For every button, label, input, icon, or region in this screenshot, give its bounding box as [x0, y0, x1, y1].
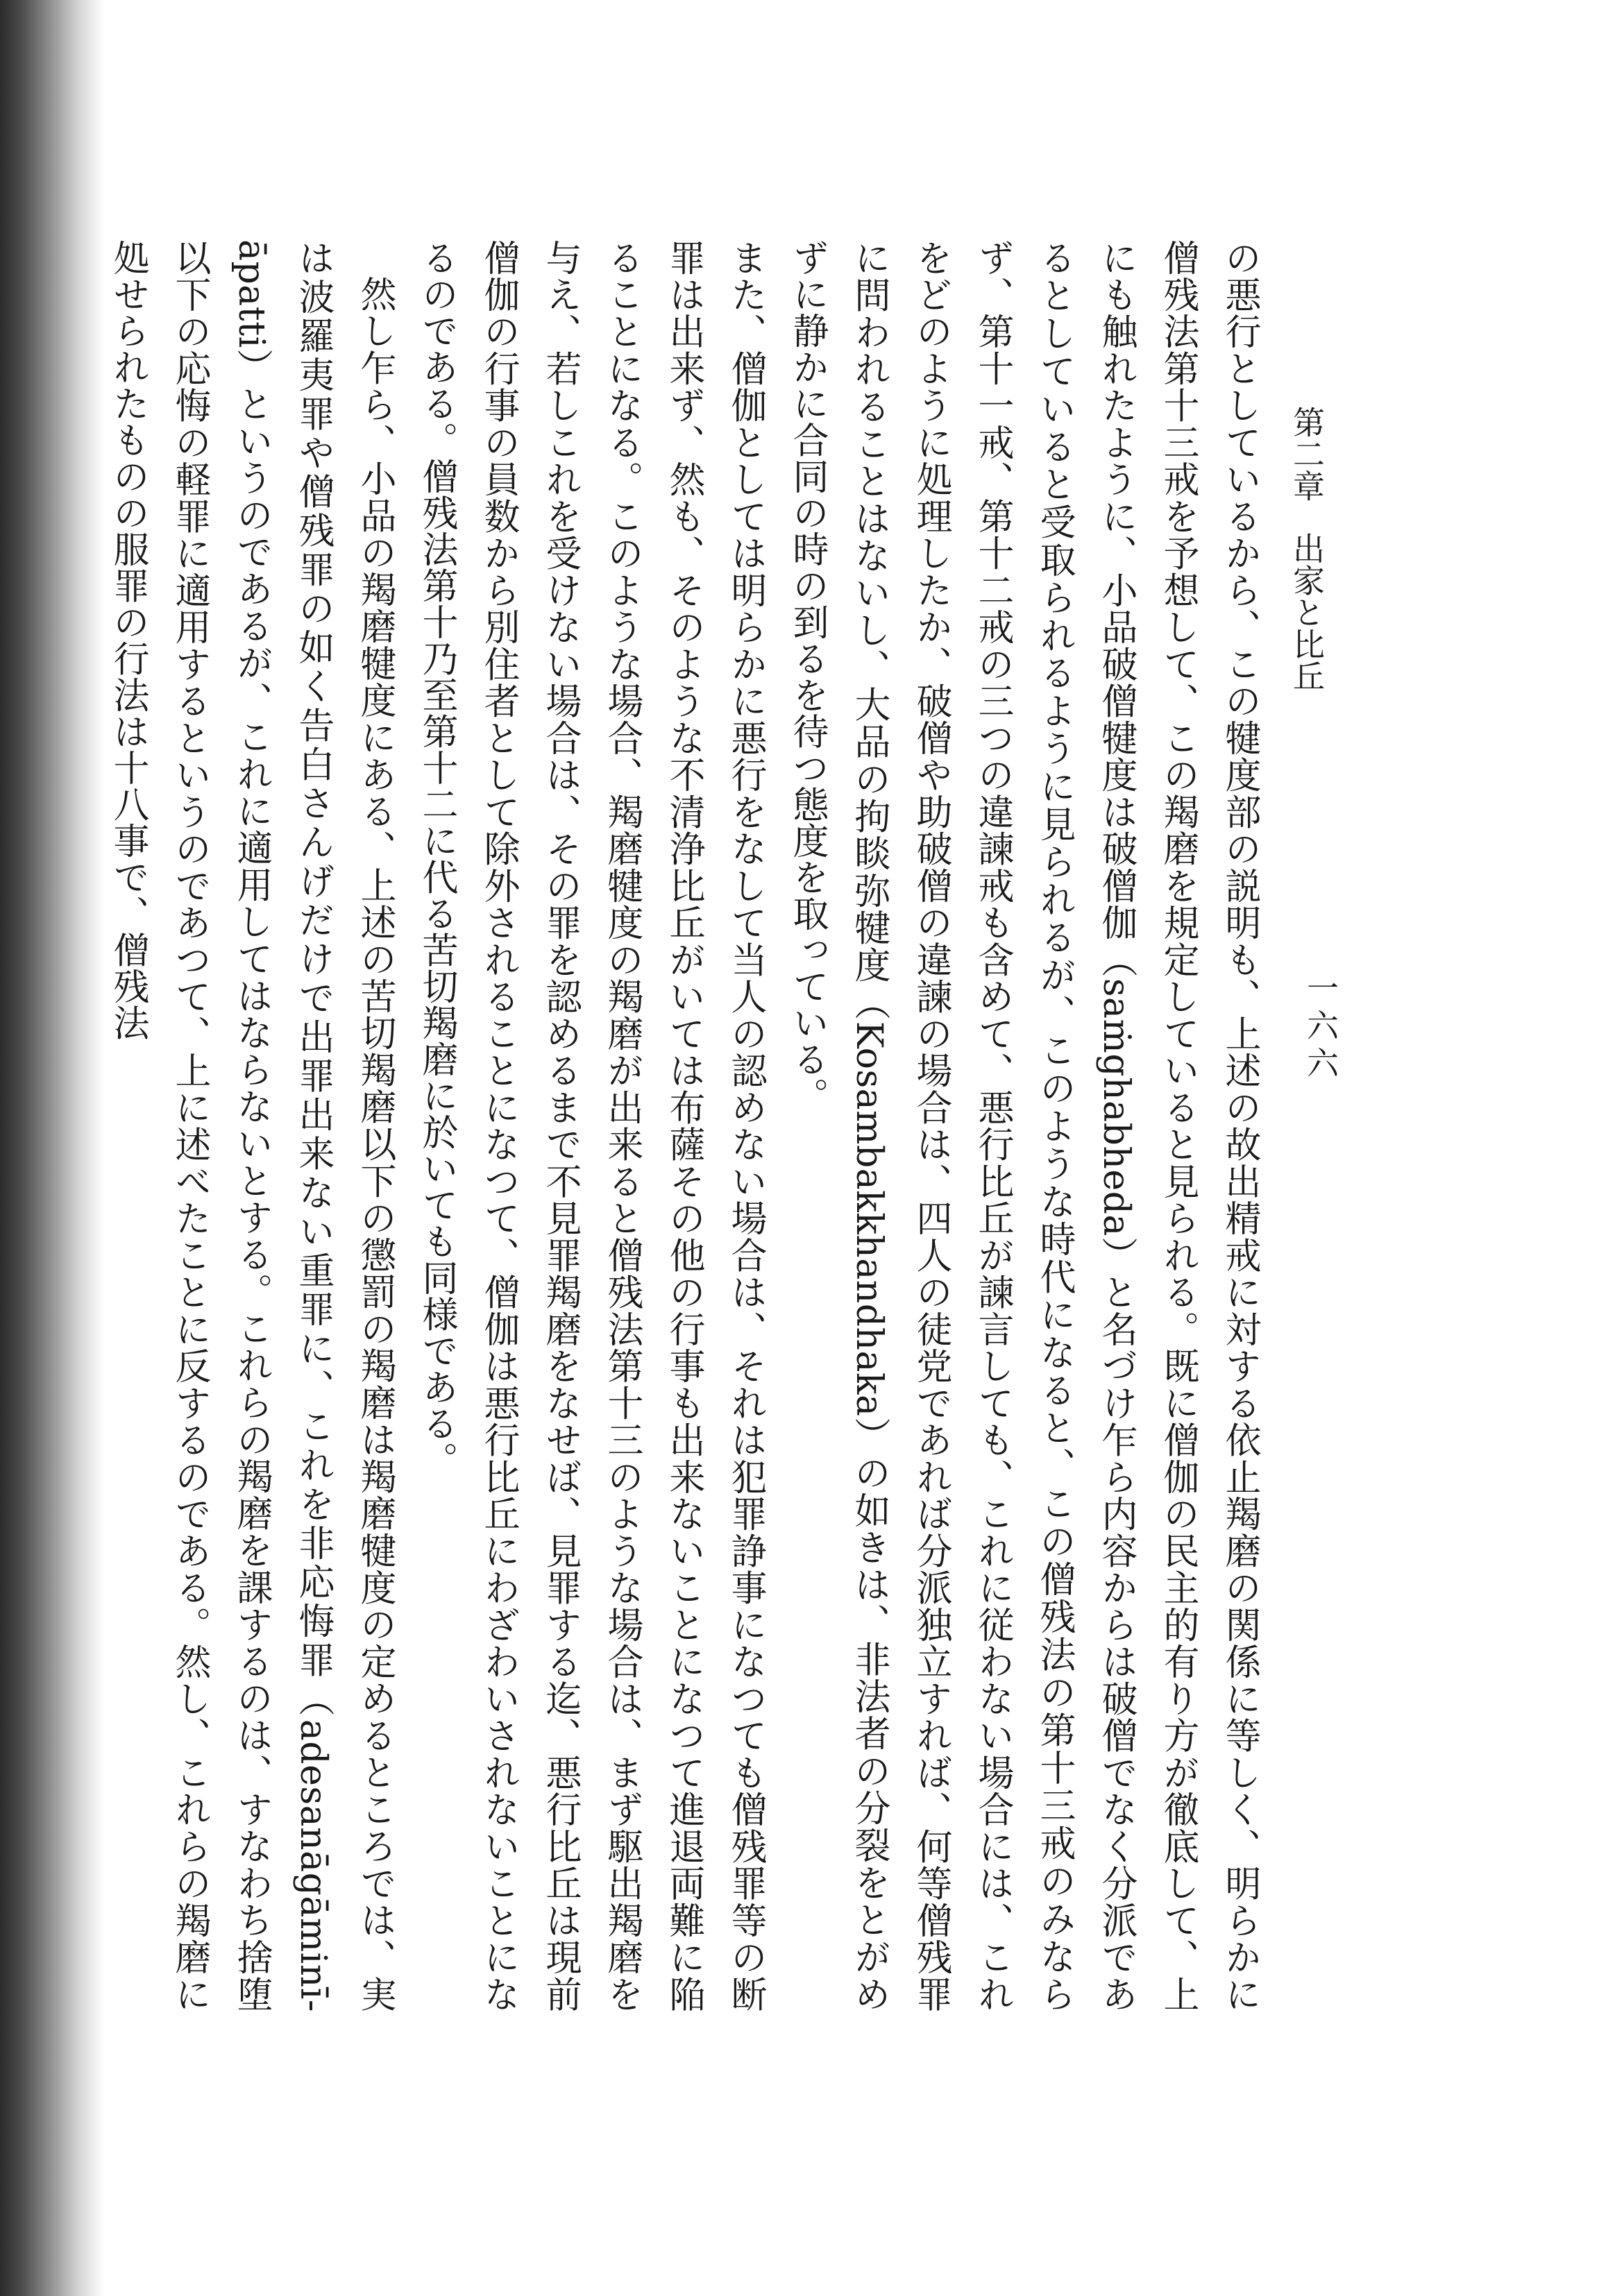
scan-binding-shadow: [0, 0, 104, 2296]
body-text: [107, 239, 1270, 2013]
paragraph-1: の悪行としているから、この犍度部の説明も、上述の故出精戒に対する依止羯磨の関係に等しく、明らかに僧残法第十三戒を予想して、この羯磨を規定していると見られる。既に僧伽の民主的有り方が徹底して、上にも触れたように、小品破僧犍度は破僧伽（saṁghabheda）と名づけ乍ら内容からは破僧でなく分派であるとしていると受取られるように見られるが、このような時代になると、この僧残法の第十三戒のみならず、第十一戒、第十二戒の三つの違諫戒も含めて、悪行比丘が諫言しても、これに従わない場合には、これをどのように処理したか、破僧や助破僧の違諫の場合は、四人の徒党であれば分派独立すれば、何等僧残罪に問われることはないし、大品の拘睒弥犍度（Kosambakkhandhaka）の如きは、非法者の分裂をとがめずに静かに合同の時の到るを待つ態度を取っている。: [786, 239, 1260, 2013]
chapter-label: 第二章: [1288, 406, 1326, 502]
paragraph-2: また、僧伽としては明らかに悪行をなして当人の認めない場合は、それは犯罪諍事になつても僧残罪等の断罪は出来ず、然も、そのような不清浄比丘がいては布薩その他の行事も出来ないことになつて進退両難に陥ることになる。このような場合、羯磨犍度の羯磨が出来ると僧残法第十三のような場合は、まず駆出羯磨を与え、若しこれを受けない場合は、その罪を認めるまで不見罪羯磨をなせば、見罪する迄、悪行比丘は現前僧伽の行事の員数から別住者として除外されることになつて、僧伽は悪行比丘にわざわいされないことになるのである。僧残法第十乃至第十二に代る苦切羯磨に於いても同様である。: [416, 239, 766, 2012]
paragraph-3: 然し乍ら、小品の羯磨犍度にある、上述の苦切羯磨以下の懲罰の羯磨は羯磨犍度の定めるところでは、実は波羅夷罪や僧残罪の如く告白さんげだけで出罪出来ない重罪に、これを非応悔罪（adesanāgāminī-āpatti）というのであるが、これに適用してはならないとする。これらの羯磨を課するのは、すなわち捨堕以下の応悔の軽罪に適用するというのであつて、上に述べたことに反するのである。然し、これらの羯磨に処せられたものの服罪の行法は十八事で、僧残法: [107, 239, 396, 2012]
running-header: [1288, 406, 1326, 692]
chapter-title: 出家と比丘: [1288, 532, 1326, 692]
page-number: 一六六: [1302, 971, 1339, 1084]
